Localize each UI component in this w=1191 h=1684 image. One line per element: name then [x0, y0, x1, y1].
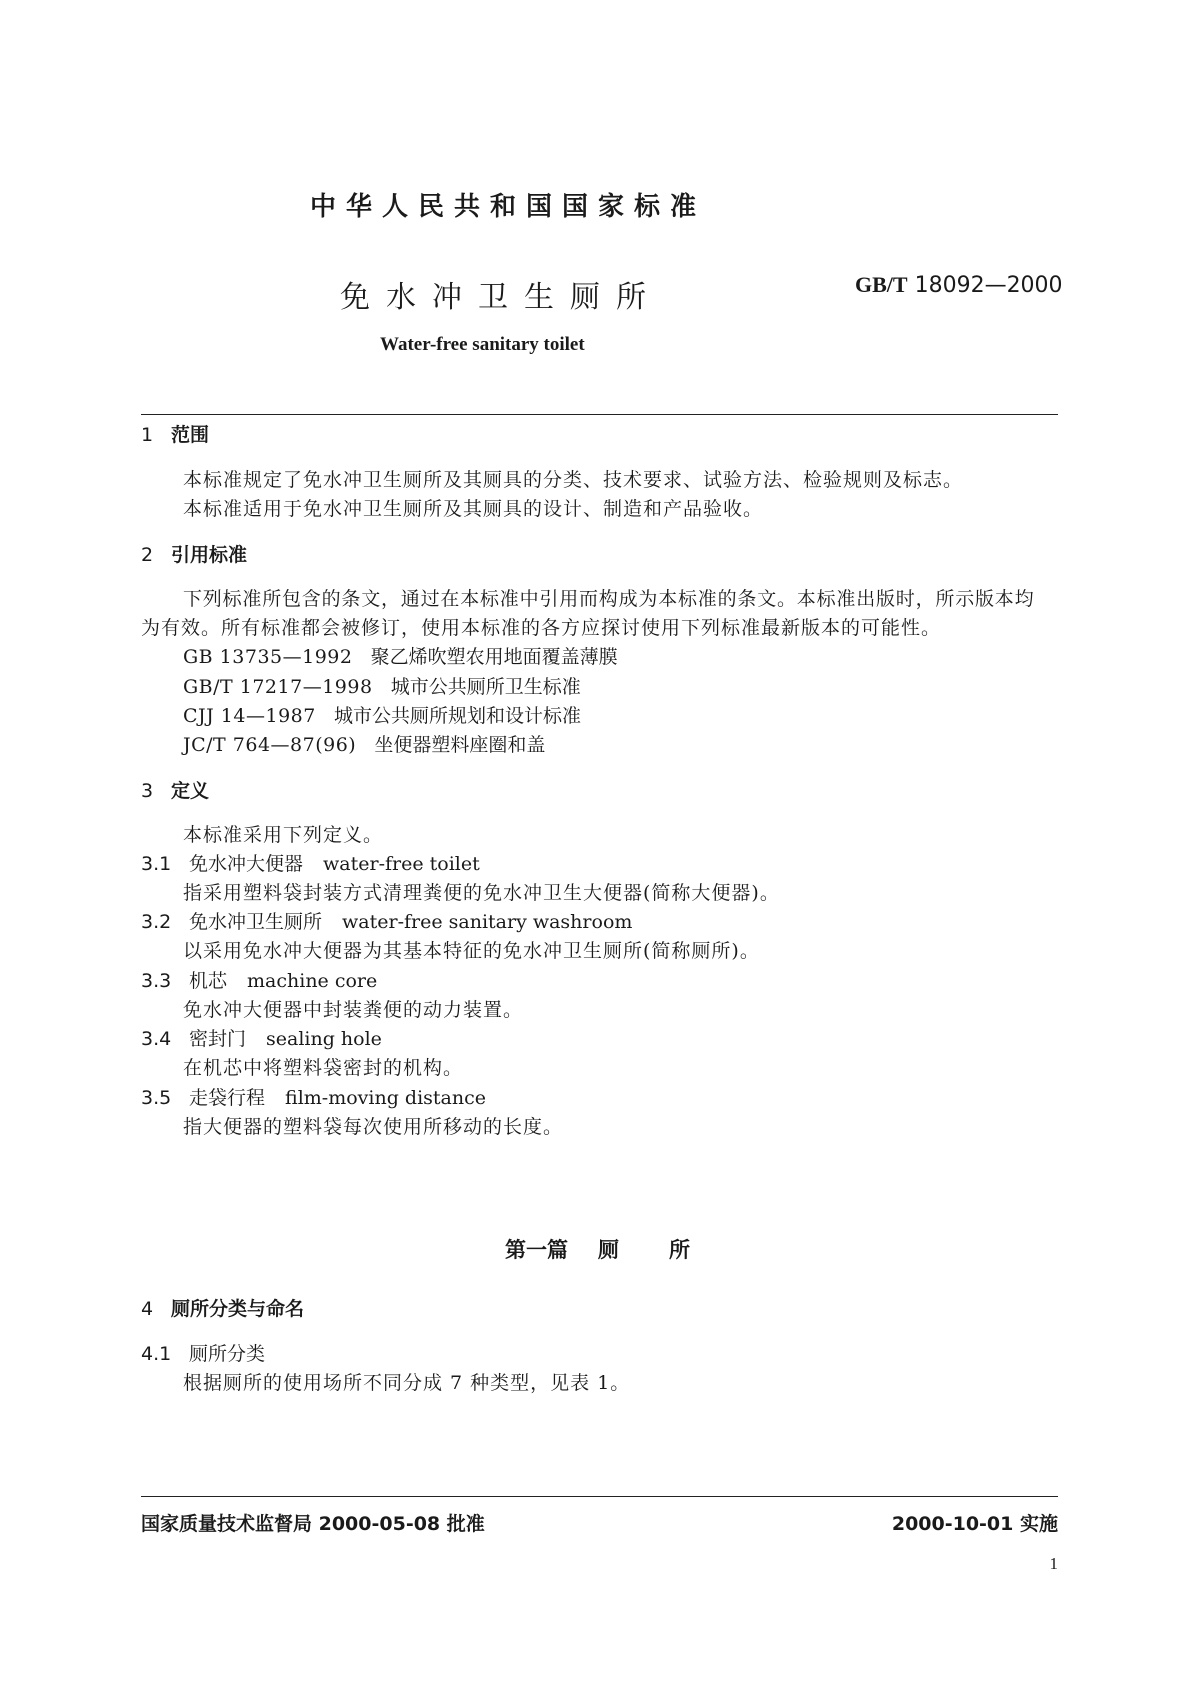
section-4-heading	[141, 1294, 304, 1321]
section-1-heading	[141, 420, 209, 447]
section-title: 定义	[171, 780, 210, 802]
reference-code: GB 13735—1992	[183, 646, 353, 668]
national-standard-heading: 中华人民共和国国家标准	[310, 192, 707, 222]
reference-code: JC/T 764—87(96)	[183, 734, 357, 756]
paragraph: 下列标准所包含的条文，通过在本标准中引用而构成为本标准的条文。本标准出版时，所示版本均	[183, 588, 1035, 610]
definition-term: 密封门	[189, 1028, 247, 1050]
implementation-date: 2000-10-01 实施	[891, 1513, 1058, 1535]
definition-description: 在机芯中将塑料袋密封的机构。	[183, 1057, 464, 1079]
reference-name: 坐便器塑料座圈和盖	[374, 734, 546, 756]
definition-number: 3.4	[141, 1028, 172, 1050]
standard-number-value: 18092—2000	[914, 273, 1063, 298]
definition-description: 以采用免水冲大便器为其基本特征的免水冲卫生厕所(简称厕所)。	[183, 940, 760, 962]
section-number: 2	[141, 544, 154, 566]
section-3-heading	[141, 776, 209, 803]
definition-english: water-free toilet	[323, 853, 480, 875]
reference-name: 城市公共厕所规划和设计标准	[333, 705, 581, 727]
definition-term: 免水冲大便器	[189, 853, 304, 875]
part-word: 所	[669, 1238, 690, 1262]
document-title: 免水冲卫生厕所	[340, 280, 662, 315]
definition-english: machine core	[247, 970, 378, 992]
standard-number	[855, 272, 1063, 298]
english-title: Water-free sanitary toilet	[380, 334, 585, 355]
definition-number: 3.2	[141, 911, 172, 933]
approval-info: 国家质量技术监督局 2000-05-08 批准	[141, 1513, 485, 1535]
top-divider	[141, 414, 1058, 415]
definition-english: water-free sanitary washroom	[342, 911, 633, 933]
reference-item	[183, 701, 581, 728]
part-label: 第一篇	[505, 1238, 568, 1262]
definition-english: sealing hole	[266, 1028, 382, 1050]
subsection-number: 4.1	[141, 1343, 172, 1365]
section-title: 引用标准	[171, 544, 248, 566]
definition-3-3	[141, 966, 377, 993]
reference-code: GB/T 17217—1998	[183, 676, 373, 698]
definition-term: 机芯	[189, 970, 228, 992]
definition-3-2	[141, 907, 632, 934]
definition-number: 3.1	[141, 853, 172, 875]
reference-item	[183, 730, 545, 757]
reference-code: CJJ 14—1987	[183, 705, 316, 727]
paragraph: 根据厕所的使用场所不同分成 7 种类型，见表 1。	[183, 1372, 631, 1394]
definition-3-1	[141, 849, 480, 876]
paragraph: 为有效。所有标准都会被修订，使用本标准的各方应探讨使用下列标准最新版本的可能性。	[141, 617, 942, 639]
section-number: 1	[141, 424, 154, 446]
definition-description: 指采用塑料袋封装方式清理粪便的免水冲卫生大便器(简称大便器)。	[183, 882, 780, 904]
section-2-heading	[141, 540, 247, 567]
definition-term: 免水冲卫生厕所	[189, 911, 323, 933]
definition-description: 免水冲大便器中封装粪便的动力装置。	[183, 999, 524, 1021]
definition-term: 走袋行程	[189, 1087, 266, 1109]
section-title: 范围	[171, 424, 210, 446]
reference-name: 城市公共厕所卫生标准	[390, 676, 581, 698]
definition-english: film-moving distance	[285, 1087, 486, 1109]
part-word: 厕	[598, 1238, 619, 1262]
section-number: 3	[141, 780, 154, 802]
subsection-title: 厕所分类	[189, 1343, 266, 1365]
part-title	[505, 1234, 690, 1264]
definition-3-4	[141, 1024, 382, 1051]
bottom-divider	[141, 1496, 1058, 1497]
paragraph: 本标准采用下列定义。	[183, 824, 384, 846]
definition-description: 指大便器的塑料袋每次使用所移动的长度。	[183, 1116, 564, 1138]
paragraph: 本标准规定了免水冲卫生厕所及其厕具的分类、技术要求、试验方法、检验规则及标志。	[183, 469, 964, 491]
section-number: 4	[141, 1298, 154, 1320]
standard-number-prefix: GB/T	[855, 272, 908, 297]
definition-number: 3.3	[141, 970, 172, 992]
paragraph: 本标准适用于免水冲卫生厕所及其厕具的设计、制造和产品验收。	[183, 498, 764, 520]
subsection-4-1	[141, 1339, 265, 1366]
section-title: 厕所分类与命名	[171, 1298, 305, 1320]
reference-name: 聚乙烯吹塑农用地面覆盖薄膜	[370, 646, 618, 668]
definition-3-5	[141, 1083, 486, 1110]
reference-item	[183, 672, 581, 699]
definition-number: 3.5	[141, 1087, 172, 1109]
page-number: 1	[1049, 1554, 1058, 1573]
reference-item	[183, 642, 618, 669]
